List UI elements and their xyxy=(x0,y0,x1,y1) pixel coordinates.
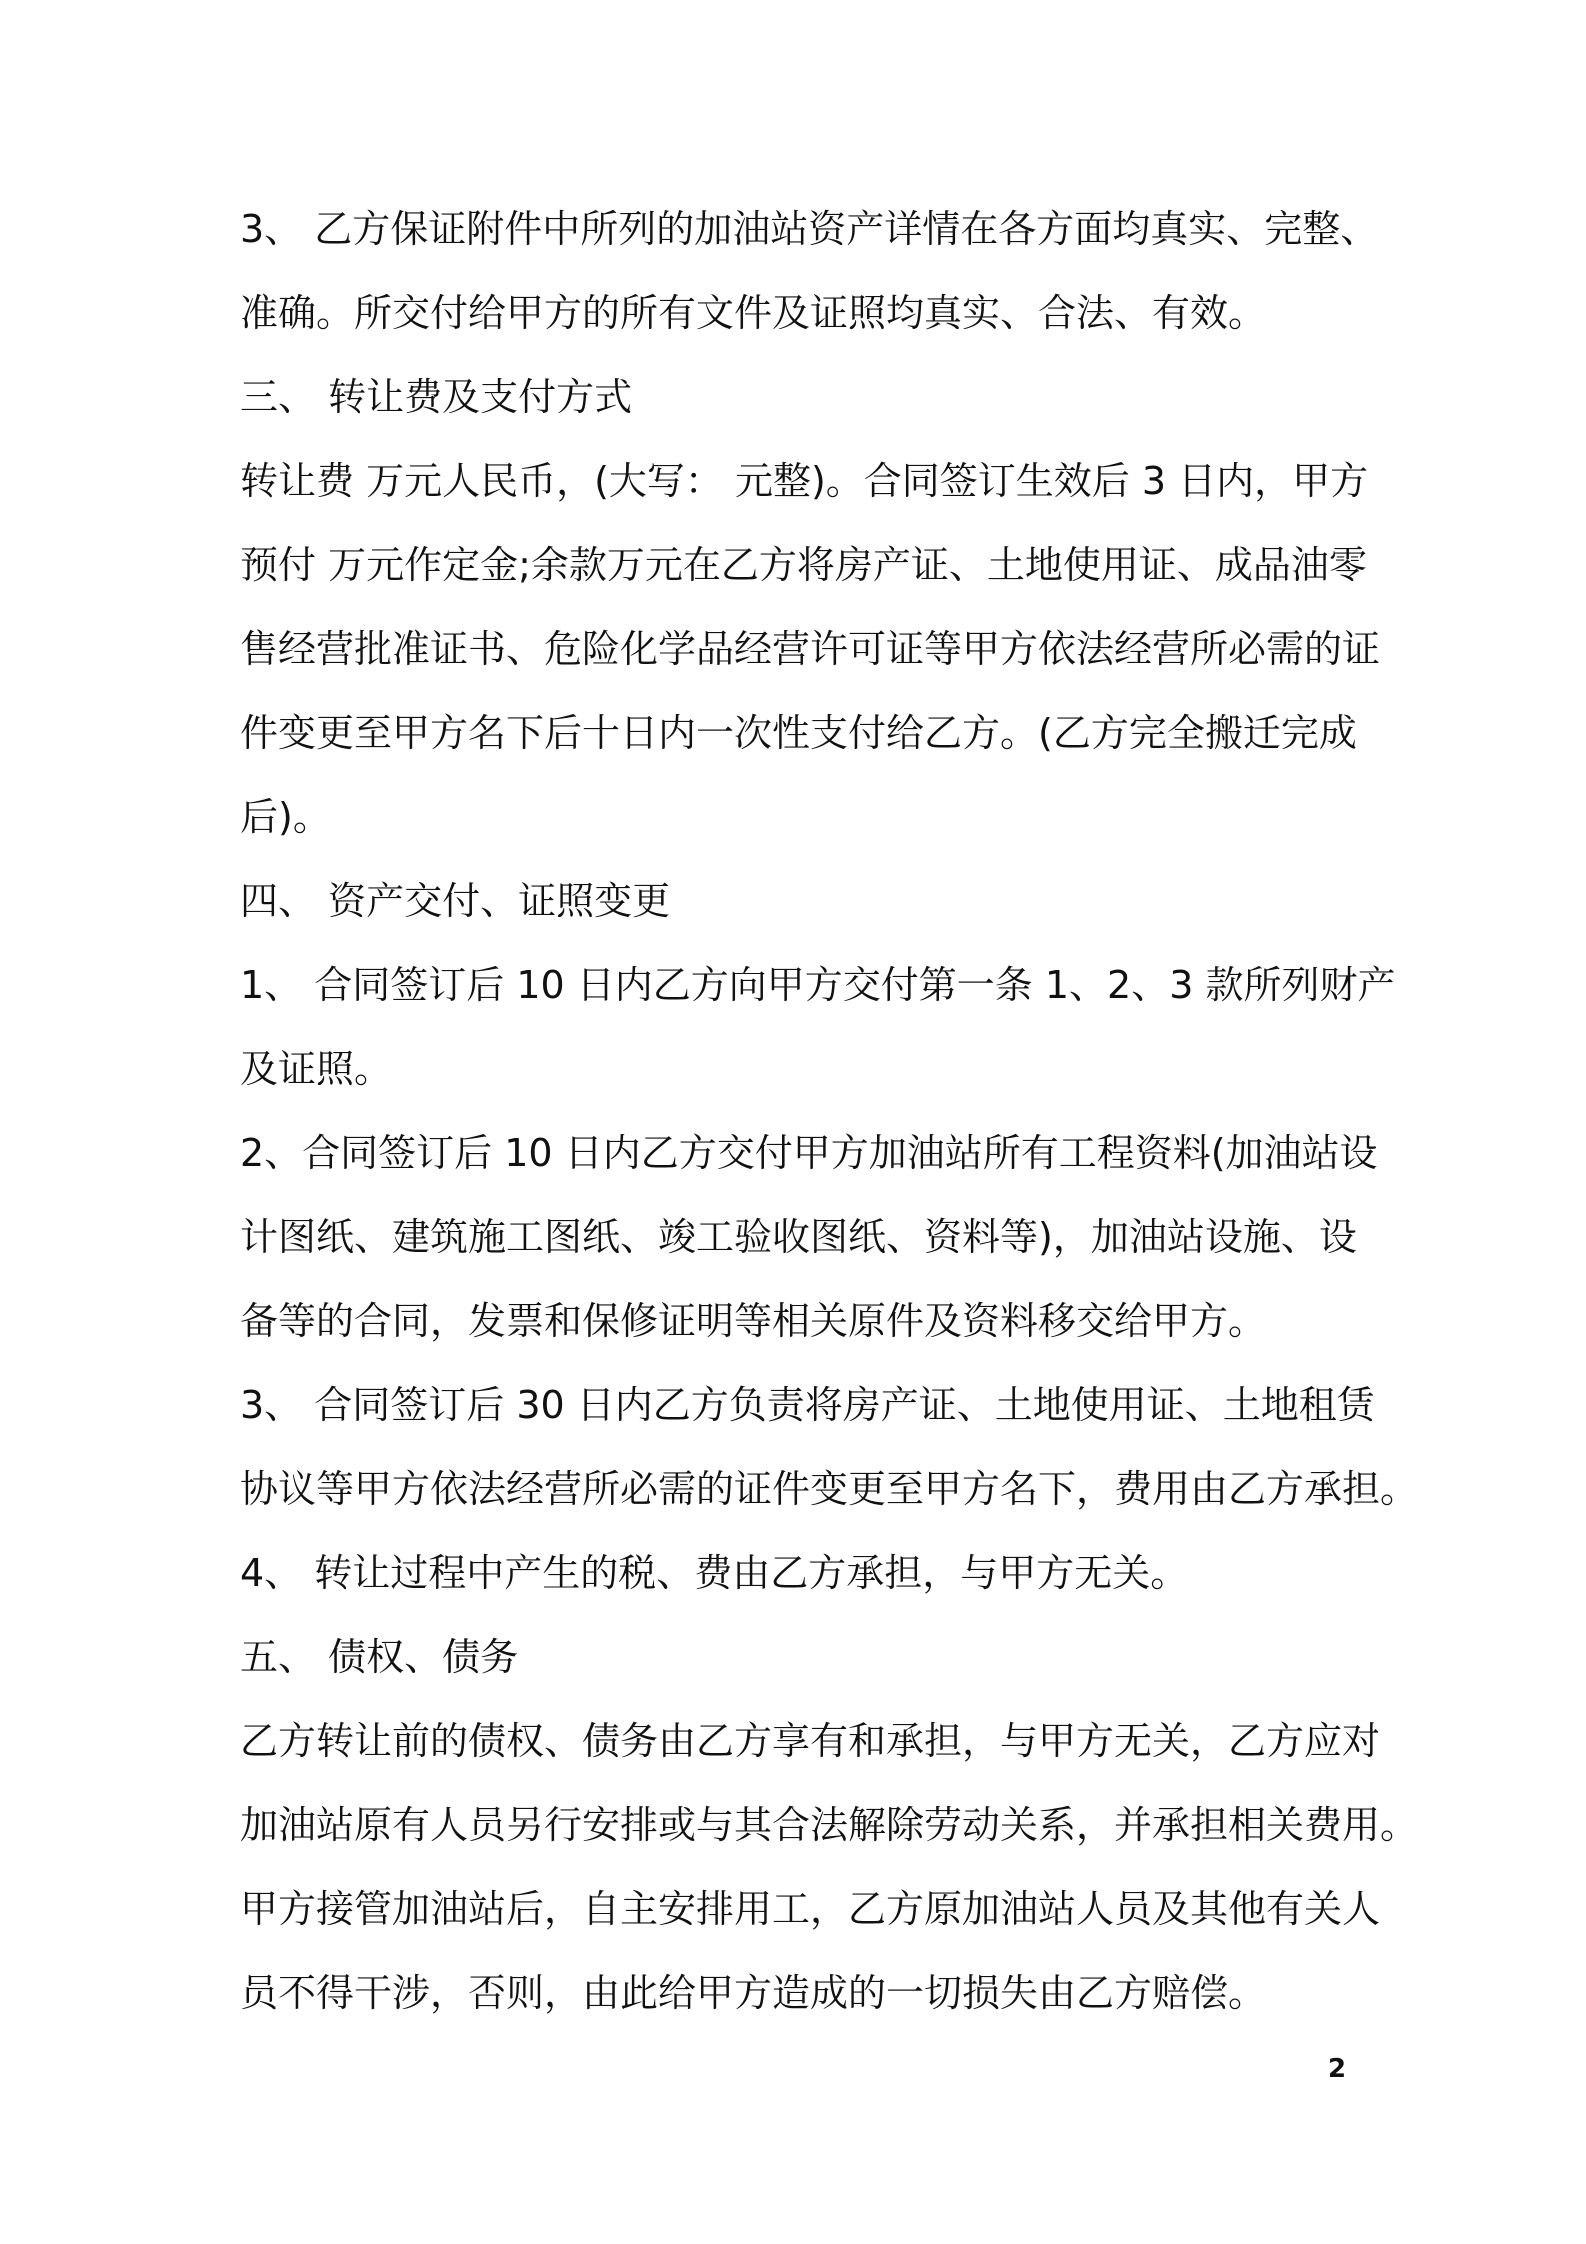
text-line: 后)。 xyxy=(240,795,331,839)
page-number: 2 xyxy=(1328,2054,1347,2084)
text-line: 转让费 万元人民币，(大写： 元整)。合同签订生效后 3 日内，甲方 xyxy=(240,459,1369,503)
text-line: 乙方转让前的债权、债务由乙方享有和承担，与甲方无关，乙方应对 xyxy=(240,1719,1381,1763)
text-line: 1、 合同签订后 10 日内乙方向甲方交付第一条 1、2、3 款所列财产 xyxy=(240,963,1396,1007)
text-line: 预付 万元作定金;余款万元在乙方将房产证、土地使用证、成品油零 xyxy=(240,543,1367,587)
text-line: 计图纸、建筑施工图纸、竣工验收图纸、资料等)，加油站设施、设 xyxy=(240,1215,1357,1259)
text-line: 2、合同签订后 10 日内乙方交付甲方加油站所有工程资料(加油站设 xyxy=(240,1131,1378,1175)
section-heading: 四、 资产交付、证照变更 xyxy=(240,879,671,923)
text-line: 协议等甲方依法经营所必需的证件变更至甲方名下，费用由乙方承担。 xyxy=(240,1467,1419,1511)
section-heading: 五、 债权、债务 xyxy=(240,1635,519,1679)
text-line: 4、 转让过程中产生的税、费由乙方承担，与甲方无关。 xyxy=(240,1551,1189,1595)
text-line: 甲方接管加油站后，自主安排用工，乙方原加油站人员及其他有关人 xyxy=(240,1887,1381,1931)
text-line: 件变更至甲方名下后十日内一次性支付给乙方。(乙方完全搬迁完成 xyxy=(240,711,1357,755)
text-line: 及证照。 xyxy=(240,1047,393,1091)
text-line: 3、 乙方保证附件中所列的加油站资产详情在各方面均真实、完整、 xyxy=(240,207,1379,251)
text-line: 3、 合同签订后 30 日内乙方负责将房产证、土地使用证、土地租赁 xyxy=(240,1383,1375,1427)
text-line: 售经营批准证书、危险化学品经营许可证等甲方依法经营所必需的证 xyxy=(240,627,1381,671)
text-line: 员不得干涉，否则，由此给甲方造成的一切损失由乙方赔偿。 xyxy=(240,1971,1267,2015)
text-line: 加油站原有人员另行安排或与其合法解除劳动关系，并承担相关费用。 xyxy=(240,1803,1419,1847)
text-line: 准确。所交付给甲方的所有文件及证照均真实、合法、有效。 xyxy=(240,291,1267,335)
section-heading: 三、 转让费及支付方式 xyxy=(240,375,633,419)
text-line: 备等的合同，发票和保修证明等相关原件及资料移交给甲方。 xyxy=(240,1299,1267,1343)
